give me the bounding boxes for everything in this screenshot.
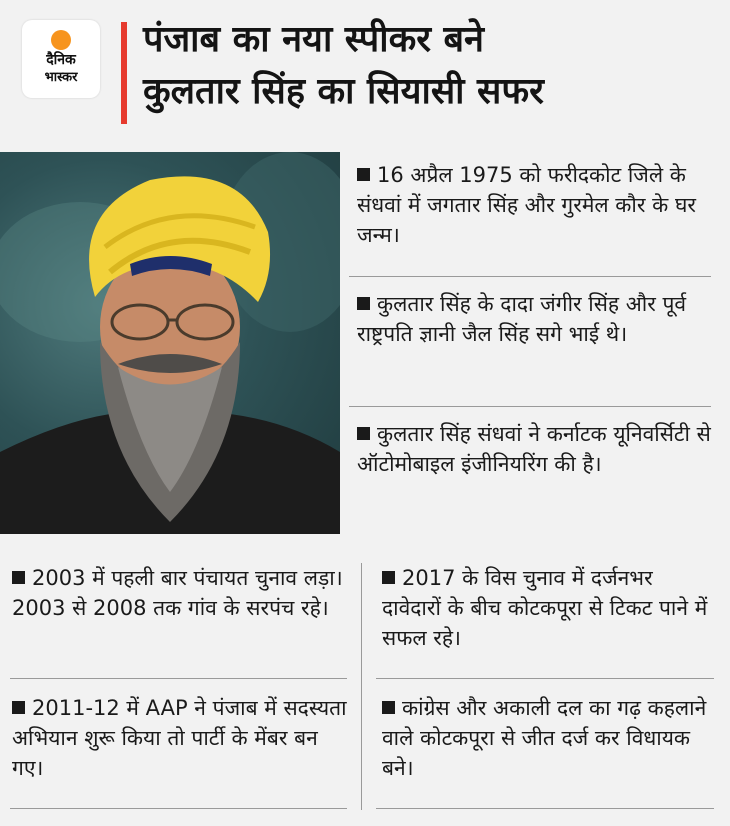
point-family xyxy=(357,289,713,349)
column-divider xyxy=(361,563,362,810)
title-line-2: कुलतार सिंह का सियासी सफर xyxy=(143,71,544,112)
header xyxy=(0,0,730,145)
point-text: 2003 में पहली बार पंचायत चुनाव लड़ा। 2003 से 2008 तक गांव के सरपंच रहे। xyxy=(12,566,343,620)
divider xyxy=(349,406,711,407)
divider xyxy=(10,678,347,679)
title-accent-bar xyxy=(121,22,127,124)
title-line-1: पंजाब का नया स्पीकर बने xyxy=(143,19,485,60)
point-text: कांग्रेस और अकाली दल का गढ़ कहलाने वाले कोटकपूरा से जीत दर्ज कर विधायक बने। xyxy=(382,696,707,780)
logo-text-line1: दैनिक xyxy=(46,52,76,68)
point-panchayat xyxy=(12,563,352,623)
bullet-square-icon xyxy=(357,297,370,310)
bullet-square-icon xyxy=(357,427,370,440)
point-text: 16 अप्रैल 1975 को फरीदकोट जिले के संधवां में जगतार सिंह और गुरमेल कौर के घर जन्म। xyxy=(357,163,696,247)
point-text: कुलतार सिंह संधवां ने कर्नाटक यूनिवर्सिटी से ऑटोमोबाइल इंजीनियरिंग की है। xyxy=(357,422,711,476)
bullet-square-icon xyxy=(357,168,370,181)
divider xyxy=(376,808,714,809)
point-2017-ticket xyxy=(382,563,717,653)
point-birth xyxy=(357,160,713,250)
point-text: कुलतार सिंह के दादा जंगीर सिंह और पूर्व राष्ट्रपति ज्ञानी जैल सिंह सगे भाई थे। xyxy=(357,292,687,346)
bullet-square-icon xyxy=(12,571,25,584)
point-text: 2011-12 में AAP ने पंजाब में सदस्यता अभियान शुरू किया तो पार्टी के मेंबर बन गए। xyxy=(12,696,347,780)
point-text: 2017 के विस चुनाव में दर्जनभर दावेदारों के बीच कोटकपूरा से टिकट पाने में सफल रहे। xyxy=(382,566,708,650)
sun-icon xyxy=(51,30,71,50)
portrait-photo xyxy=(0,152,340,534)
point-education xyxy=(357,419,713,479)
point-aap-member xyxy=(12,693,352,783)
bullet-square-icon xyxy=(12,701,25,714)
point-mla-win xyxy=(382,693,717,783)
bullet-square-icon xyxy=(382,701,395,714)
logo-text-line2: भास्कर xyxy=(44,70,78,85)
divider xyxy=(10,808,347,809)
dainik-bhaskar-logo xyxy=(22,20,100,98)
page-title xyxy=(143,14,723,118)
divider xyxy=(349,276,711,277)
bullet-square-icon xyxy=(382,571,395,584)
divider xyxy=(376,678,714,679)
